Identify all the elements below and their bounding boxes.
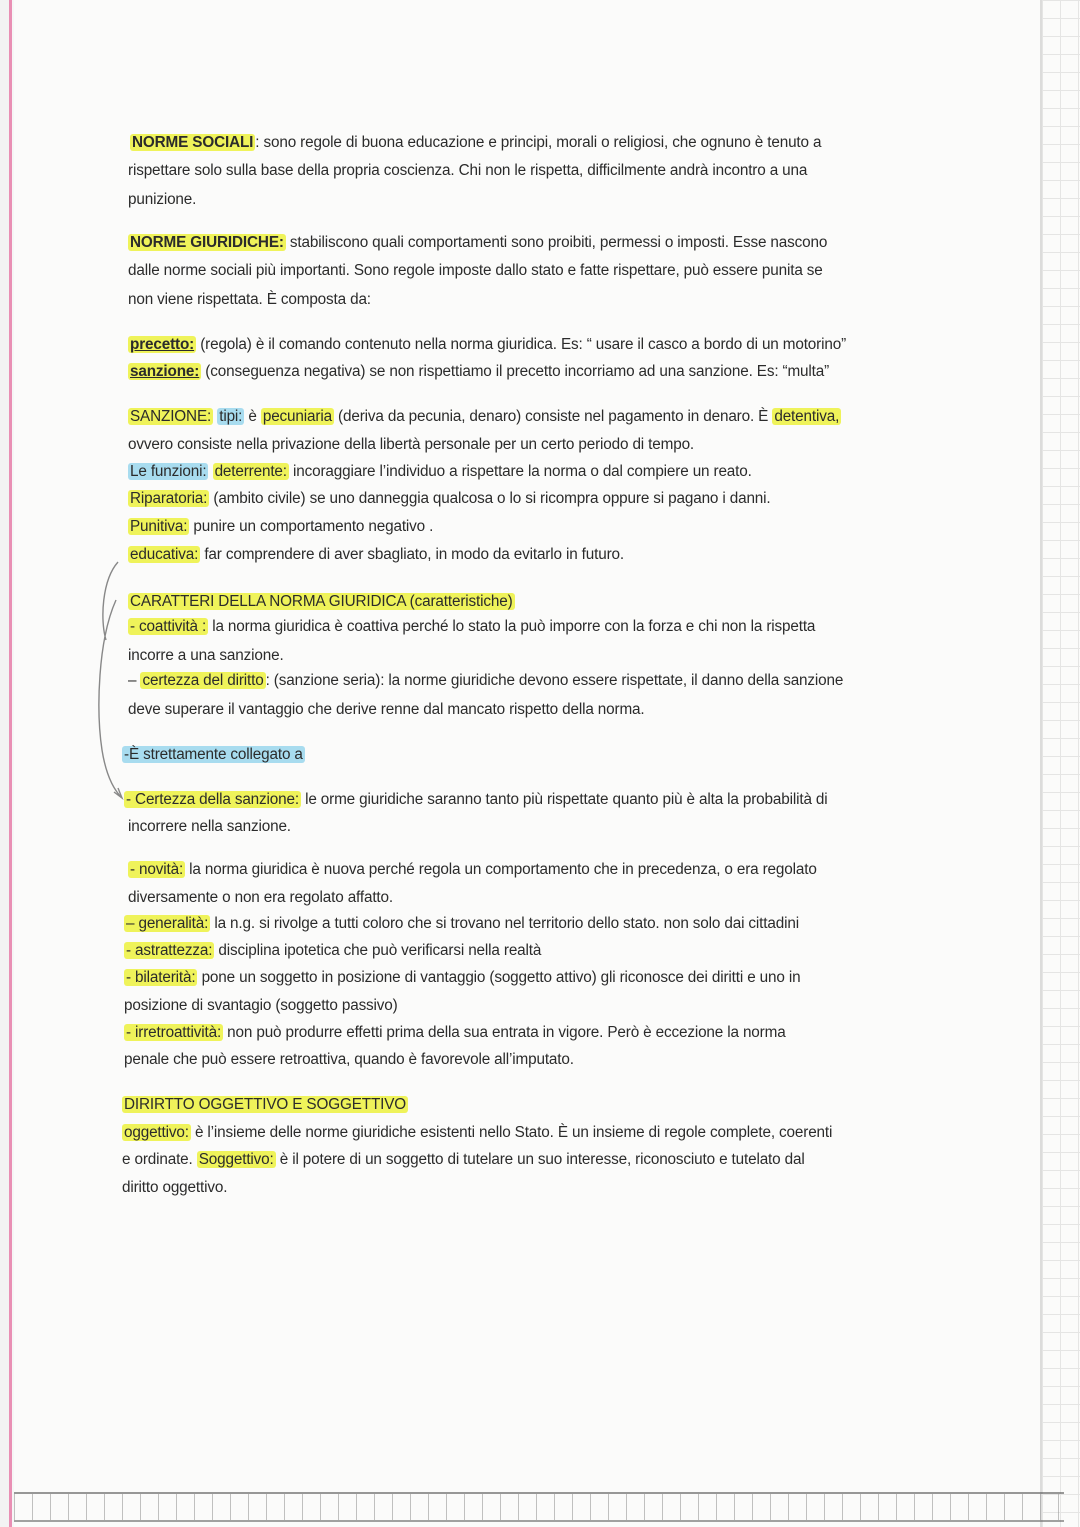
text-segment: le orme giuridiche saranno tanto più rispettate quanto più è alta la probabilità di — [300, 791, 828, 808]
text-segment: punire un comportamento negativo . — [189, 518, 434, 535]
text-line — [122, 1178, 227, 1198]
highlighted-term: Le funzioni: — [130, 463, 207, 480]
text-line — [128, 817, 291, 837]
highlighted-term: NORME GIURIDICHE: — [130, 234, 284, 251]
text-segment: la norma giuridica è coattiva perché lo stato la può imporre con la forza e chi non la rispetta — [208, 618, 816, 635]
grid-paper-bottom — [14, 1492, 1064, 1522]
text-segment: deve superare il vantaggio che derive renne dal mancato rispetto della norma. — [128, 701, 645, 718]
text-line — [122, 1123, 832, 1143]
highlighted-term: pecuniaria — [262, 408, 332, 425]
text-segment: – — [128, 672, 141, 689]
text-line — [128, 362, 829, 382]
text-segment: diritto oggettivo. — [122, 1179, 228, 1196]
highlighted-term: tipi: — [219, 408, 243, 425]
text-segment: : (sanzione seria): la norme giuridiche devono essere rispettate, il danno della sanzione — [265, 672, 844, 689]
text-segment: è l’insieme delle norme giuridiche esistenti nello Stato. È un insieme di regole complete, coerenti — [190, 1124, 833, 1141]
text-line — [128, 161, 807, 181]
text-line — [128, 700, 645, 720]
highlighted-term: - astrattezza: — [126, 942, 213, 959]
text-segment: rispettare solo sulla base della propria coscienza. Chi non le rispetta, difficilmente andrà incontro a una — [128, 162, 808, 179]
text-line — [124, 790, 828, 810]
highlighted-term: Riparatoria: — [130, 490, 208, 507]
text-line — [128, 261, 823, 281]
text-segment: incorrere nella sanzione. — [128, 818, 291, 835]
text-line — [128, 407, 841, 427]
highlighted-term: educativa: — [130, 546, 199, 563]
highlighted-term: - bilaterità: — [126, 969, 196, 986]
text-segment: punizione. — [128, 191, 197, 208]
text-segment: (regola) è il comando contenuto nella norma giuridica. Es: “ usare il casco a bordo di un motorino” — [196, 336, 847, 353]
text-segment: incorre a una sanzione. — [128, 647, 284, 664]
highlighted-term: sanzione: — [130, 363, 200, 380]
text-segment: è il potere di un soggetto di tutelare un suo interesse, riconosciuto e tutelato dal — [275, 1151, 805, 1168]
text-line — [128, 462, 752, 482]
text-segment: e ordinate. — [122, 1151, 197, 1168]
text-line — [128, 517, 433, 537]
highlighted-term: - irretroattività: — [126, 1024, 222, 1041]
text-segment: (deriva da pecunia, denaro) consiste nel pagamento in denaro. È — [333, 408, 773, 425]
highlighted-term: Soggettivo: — [198, 1151, 274, 1168]
text-line — [128, 671, 843, 691]
text-line — [128, 646, 284, 666]
highlighted-term: Punitiva: — [130, 518, 188, 535]
text-segment: posizione di svantagio (soggetto passivo) — [124, 997, 398, 1014]
text-segment: (ambito civile) se uno danneggia qualcosa o lo si ricompra oppure si pagano i danni. — [209, 490, 771, 507]
text-segment: ovvero consiste nella privazione della libertà personale per un certo periodo di tempo. — [128, 436, 695, 453]
text-line — [124, 996, 398, 1016]
text-line — [128, 190, 196, 210]
text-segment: : sono regole di buona educazione e principi, morali o religiosi, che ognuno è tenuto a — [255, 134, 822, 151]
text-segment: la n.g. si rivolge a tutti coloro che si trovano nel territorio dello stato. non solo dai cittadini — [210, 915, 799, 932]
text-segment: disciplina ipotetica che può verificarsi nella realtà — [214, 942, 542, 959]
text-line — [130, 133, 821, 153]
text-segment: la norma giuridica è nuova perché regola un comportamento che in precedenza, o era regolato — [185, 861, 817, 878]
text-segment — [208, 463, 212, 480]
highlighted-term: detentiva, — [774, 408, 840, 425]
highlighted-term: oggettivo: — [124, 1124, 189, 1141]
text-line — [128, 335, 846, 355]
notebook-margin-line — [0, 0, 14, 1527]
text-line — [128, 545, 624, 565]
text-line — [128, 233, 827, 253]
highlighted-term: CARATTERI DELLA NORMA GIURIDICA (caratteristiche) — [130, 593, 513, 610]
highlighted-term: - novità: — [130, 861, 184, 878]
highlighted-term: deterrente: — [214, 463, 287, 480]
text-line — [128, 435, 694, 455]
highlighted-term: SANZIONE: — [130, 408, 212, 425]
highlighted-term: NORME SOCIALI — [132, 134, 254, 151]
text-segment: diversamente o non era regolato affatto. — [128, 889, 393, 906]
text-line — [124, 968, 800, 988]
text-segment: è — [244, 408, 261, 425]
highlighted-term: certezza del diritto — [142, 672, 264, 689]
text-line — [124, 941, 541, 961]
text-line — [128, 888, 393, 908]
text-line — [122, 1095, 408, 1115]
text-line — [124, 1023, 786, 1043]
grid-paper-edge — [1040, 0, 1080, 1527]
highlighted-term: DIRIRTTO OGGETTIVO E SOGGETTIVO — [124, 1096, 407, 1113]
text-segment: penale che può essere retroattiva, quando è favorevole all’imputato. — [124, 1051, 574, 1068]
highlighted-term: – generalità: — [126, 915, 209, 932]
text-segment: pone un soggetto in posizione di vantaggio (soggetto attivo) gli riconosce dei diritti e uno in — [197, 969, 801, 986]
text-segment: non può produrre effetti prima della sua entrata in vigore. Però è eccezione la norma — [223, 1024, 786, 1041]
text-line — [128, 592, 515, 612]
text-line — [128, 860, 817, 880]
highlighted-term: -È strettamente collegato a — [124, 746, 303, 763]
text-segment: far comprendere di aver sbagliato, in modo da evitarlo in futuro. — [200, 546, 624, 563]
text-line — [128, 489, 771, 509]
text-line — [128, 617, 815, 637]
text-segment: (conseguenza negativa) se non rispettiamo il precetto incorriamo ad una sanzione. Es: “multa” — [201, 363, 830, 380]
highlighted-term: - coattività : — [130, 618, 207, 635]
highlighted-term: precetto: — [130, 336, 195, 353]
text-line — [122, 745, 305, 765]
text-segment: dalle norme sociali più importanti. Sono regole imposte dallo stato e fatte rispettare, può essere punita se — [128, 262, 823, 279]
text-line — [124, 1050, 574, 1070]
text-line — [122, 1150, 805, 1170]
text-segment: incoraggiare l’individuo a rispettare la norma o dal compiere un reato. — [288, 463, 752, 480]
text-line — [124, 914, 799, 934]
highlighted-term: - Certezza della sanzione: — [126, 791, 299, 808]
text-segment: stabiliscono quali comportamenti sono proibiti, permessi o imposti. Esse nascono — [285, 234, 828, 251]
text-line — [128, 290, 371, 310]
text-segment: non viene rispettata. È composta da: — [128, 291, 371, 308]
